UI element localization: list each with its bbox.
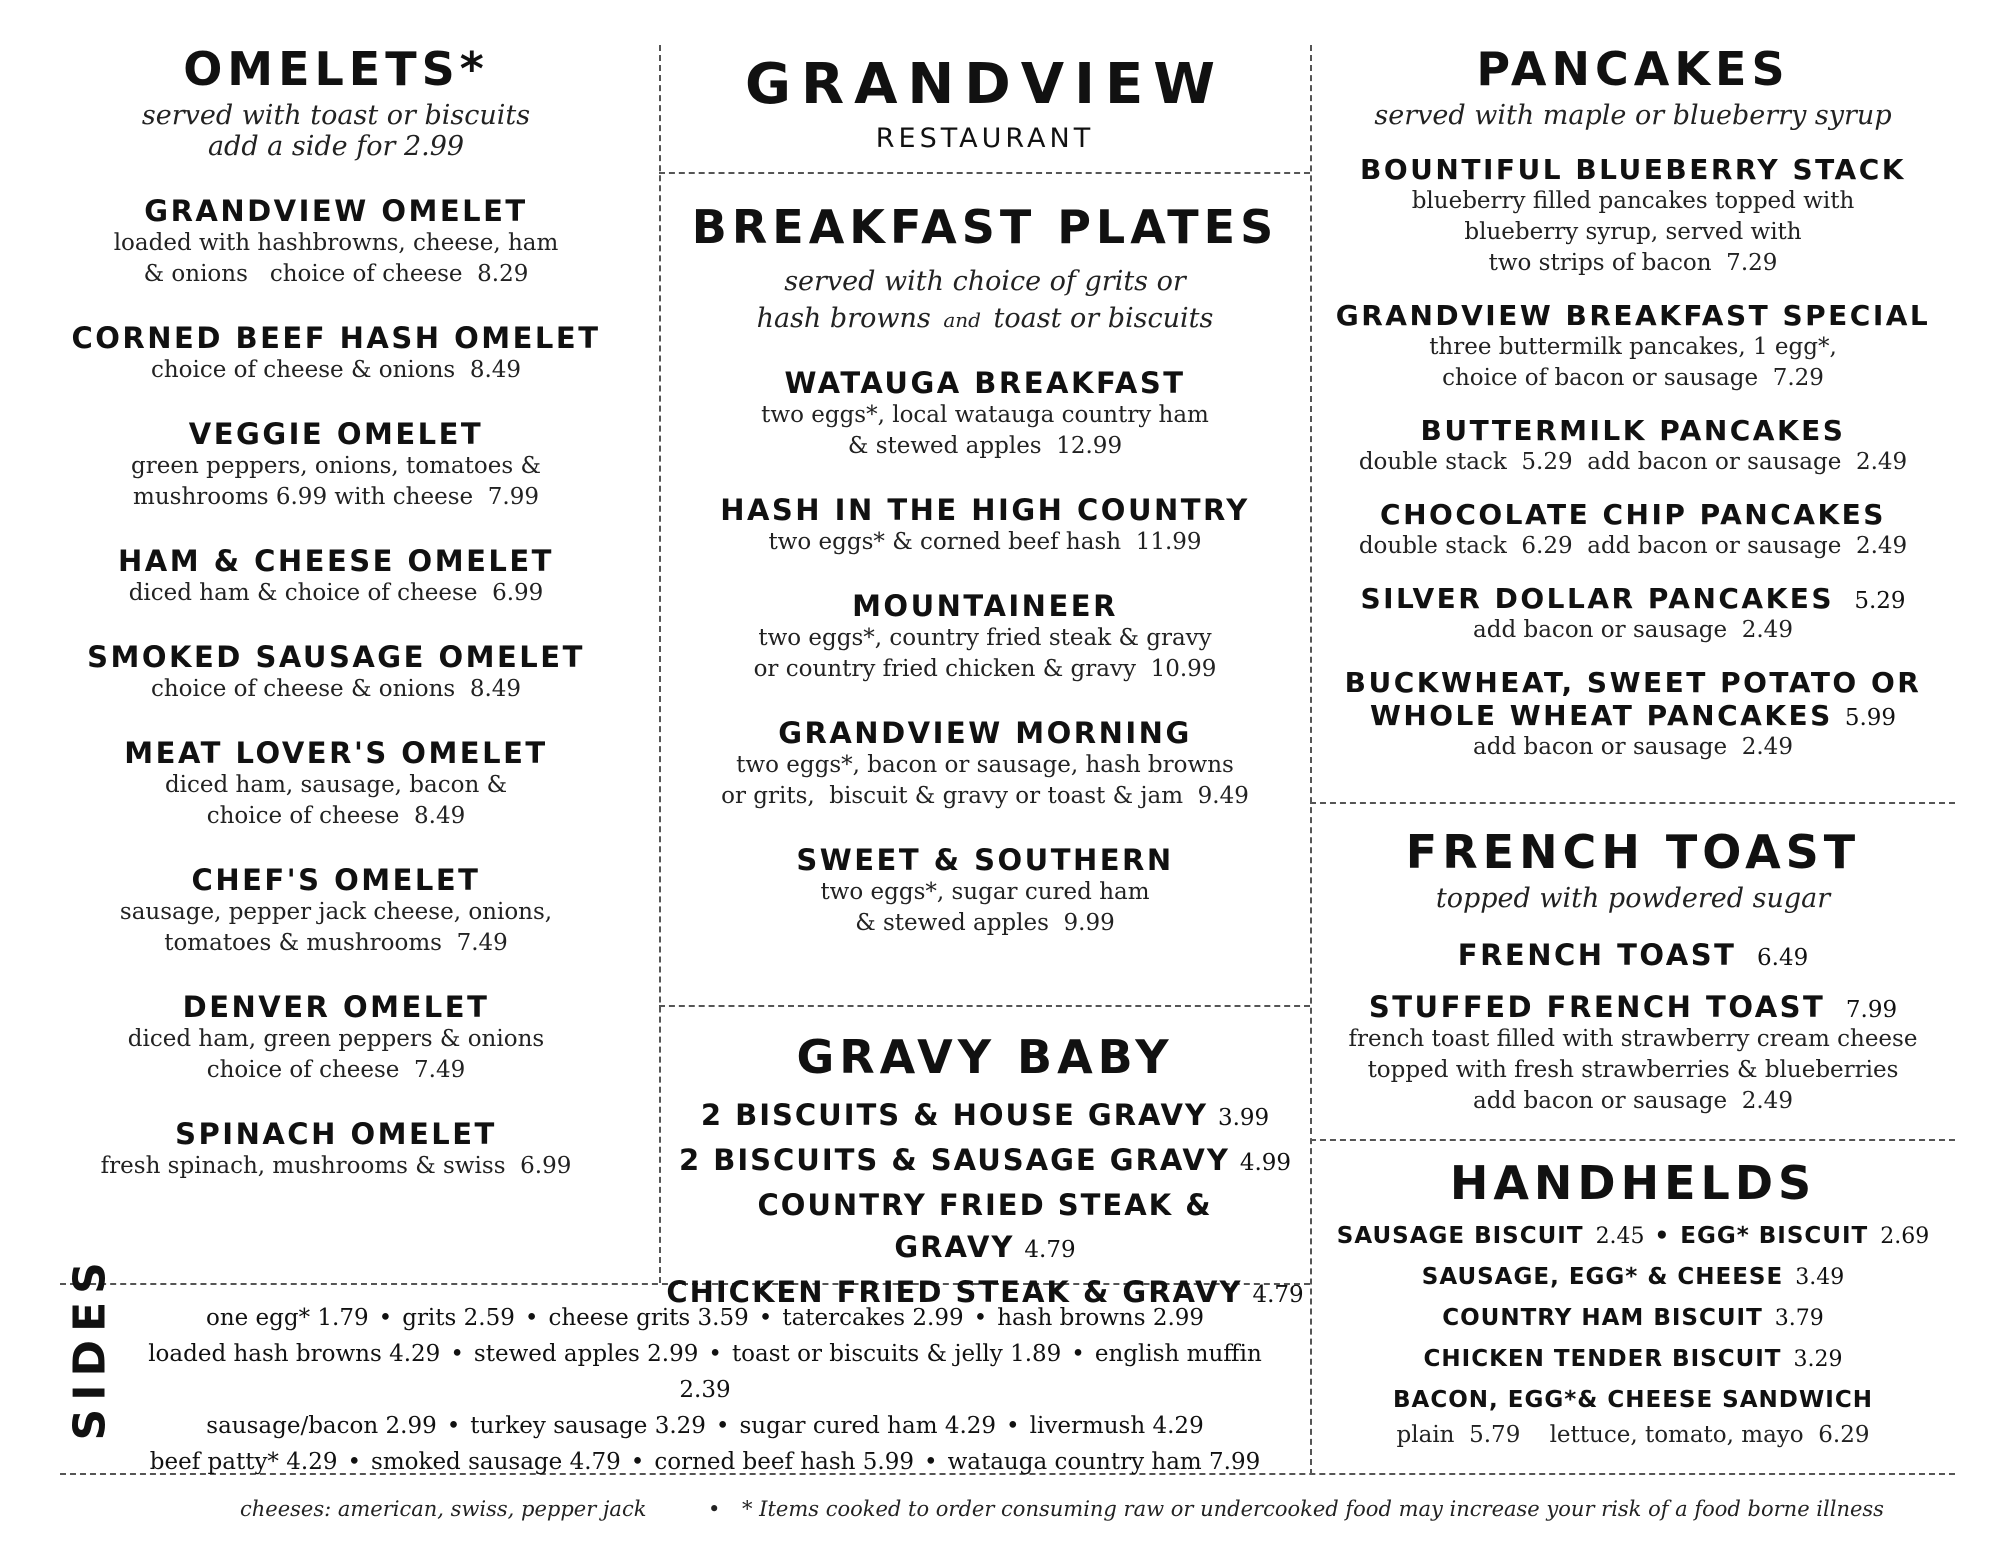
handheld-name: SAUSAGE BISCUIT [1336,1223,1584,1249]
sides-bullet: • [630,1449,645,1475]
gravy-title: GRAVY BABY [796,1030,1174,1084]
handheld-row [1313,1298,1953,1339]
pancakes-subtitle: served with maple or blueberry syrup [1374,100,1892,131]
sides-bullet: • [524,1305,539,1331]
sides-bullet: • [378,1305,393,1331]
side-item: smoked sausage 4.79 [371,1449,621,1475]
sides-title: SIDES [64,1254,116,1441]
menu-item-title: MEAT LOVER'S OMELET [124,736,548,770]
menu-item-price: 5.99 [1844,705,1897,731]
gravy-item-price: 4.79 [1024,1237,1076,1263]
menu-item [60,863,612,959]
side-item: toast or biscuits & jelly 1.89 [731,1341,1062,1367]
menu-item-title: DENVER OMELET [182,990,490,1024]
menu-item-description: add bacon or sausage 2.49 [1473,734,1793,760]
menu-item-description: blueberry syrup, served with [1464,219,1802,245]
divider-french [1310,802,1955,804]
menu-item [1313,498,1953,562]
breakfast-list [662,366,1308,939]
gravy-item-price: 4.99 [1239,1150,1292,1176]
side-item: hash browns 2.99 [997,1305,1205,1331]
side-item: cheese grits 3.59 [548,1305,749,1331]
gravy-list [662,1094,1308,1316]
menu-item-description: two eggs*, sugar cured ham [820,879,1150,905]
french-section [1313,825,1953,1117]
menu-item-name [60,194,612,228]
divider-handhelds [1310,1139,1955,1141]
sides-bullet: • [758,1305,773,1331]
menu-item [60,544,612,609]
sides-row [120,1300,1290,1336]
menu-item-price: 5.29 [1854,588,1906,614]
gravy-section [662,1030,1308,1316]
handheld-price: 3.79 [1774,1306,1824,1331]
handheld-price: 3.29 [1793,1347,1843,1372]
menu-item [662,366,1308,462]
sides-bullet: • [1006,1413,1020,1439]
divider-left [659,45,661,1283]
menu-item-name [60,544,612,578]
handheld-list [1313,1216,1953,1420]
pancakes-title: PANCAKES [1476,42,1790,96]
menu-item-title: BUTTERMILK PANCAKES [1420,414,1846,447]
menu-item-description: fresh spinach, mushrooms & swiss 6.99 [100,1153,572,1179]
divider-right [1310,45,1312,1475]
divider-gravy [659,1005,1310,1007]
menu-item-name [1313,990,1953,1024]
restaurant-logo-sub: RESTAURANT [875,123,1095,154]
sides-bullet: • [450,1341,464,1367]
handheld-row [1313,1380,1953,1420]
and-script: and [943,308,981,332]
handheld-row [1313,1339,1953,1380]
menu-item-name [1313,299,1953,332]
gravy-item-price: 3.99 [1217,1105,1270,1131]
menu-item [1313,990,1953,1117]
menu-item-title: STUFFED FRENCH TOAST [1368,990,1826,1024]
menu-item-title: CHEF'S OMELET [191,863,481,897]
menu-item-name [662,493,1308,527]
side-item: beef patty* 4.29 [149,1449,338,1475]
menu-item-name [60,736,612,770]
handheld-row [1313,1257,1953,1298]
menu-item-description: three buttermilk pancakes, 1 egg*, [1429,334,1837,360]
menu-item-description: blueberry filled pancakes topped with [1411,188,1855,214]
menu-item-price: 6.49 [1757,945,1809,971]
menu-item-description: or grits, biscuit & gravy or toast & jam 9.49 [721,783,1249,809]
breakfast-section [662,200,1308,939]
menu-item-name [662,716,1308,750]
side-item: watauga country ham 7.99 [947,1449,1261,1475]
menu-item-description: topped with fresh strawberries & blueberries [1367,1057,1899,1083]
menu-item-name [60,990,612,1024]
menu-item-title: BUCKWHEAT, SWEET POTATO OR [1344,666,1922,699]
menu-item-description: tomatoes & mushrooms 7.49 [164,930,508,956]
menu-item [60,736,612,832]
menu-item-description: & stewed apples 12.99 [847,433,1123,459]
menu-item-description: two eggs*, local watauga country ham [761,402,1209,428]
menu-item-name [662,589,1308,623]
footer-warning: * Items cooked to order consuming raw or undercooked food may increase your risk of a food borne illness [742,1497,1884,1521]
menu-item-description: & onions choice of cheese 8.29 [143,261,529,287]
menu-item-description: choice of cheese & onions 8.49 [150,676,522,702]
breakfast-subtitle-2 [662,303,1308,334]
sides-row [120,1408,1290,1444]
menu-item-title: HASH IN THE HIGH COUNTRY [720,493,1250,527]
menu-item-description: choice of cheese & onions 8.49 [150,357,522,383]
sides-bullet: • [973,1305,988,1331]
menu-item-name [60,417,612,451]
handheld-name: BACON, EGG*& CHEESE SANDWICH [1393,1387,1873,1413]
handheld-name: CHICKEN TENDER BISCUIT [1423,1346,1782,1372]
sides-bullet: • [1071,1341,1085,1367]
breakfast-title: BREAKFAST PLATES [691,200,1279,254]
menu-item [662,493,1308,558]
menu-item-title: GRANDVIEW MORNING [778,716,1192,750]
menu-item-price: 7.99 [1845,997,1898,1023]
sides-bullet: • [347,1449,362,1475]
sides-list [120,1300,1290,1480]
side-item: sugar cured ham 4.29 [739,1413,997,1439]
side-item: tatercakes 2.99 [782,1305,964,1331]
menu-item-name-line2 [1313,699,1953,732]
menu-item-description: choice of bacon or sausage 7.29 [1442,365,1824,391]
menu-item-name [662,843,1308,877]
french-subtitle: topped with powdered sugar [1435,883,1831,914]
menu-item [1313,299,1953,394]
side-item: sausage/bacon 2.99 [206,1413,437,1439]
gravy-item-price: 4.79 [1252,1282,1304,1308]
handheld-row [1313,1216,1953,1257]
menu-item-title: CORNED BEEF HASH OMELET [71,321,601,355]
menu-item-description: mushrooms 6.99 with cheese 7.99 [133,484,539,510]
breakfast-subtitle-1: served with choice of grits or [784,266,1186,297]
pancakes-section [1313,42,1953,763]
side-item: loaded hash browns 4.29 [148,1341,441,1367]
restaurant-logo: GRANDVIEW [745,52,1225,117]
menu-item [1313,414,1953,478]
menu-item [1313,582,1953,646]
menu-item-description: two eggs*, country fried steak & gravy [758,625,1212,651]
menu-item-name [60,1117,612,1151]
sides-bullet: • [715,1413,730,1439]
omelets-subtitle-2: add a side for 2.99 [207,131,465,162]
omelets-section [60,42,612,1182]
menu-item-name [1313,498,1953,531]
side-item: one egg* 1.79 [205,1305,369,1331]
menu-item-title: SMOKED SAUSAGE OMELET [87,640,585,674]
menu-item-title: GRANDVIEW BREAKFAST SPECIAL [1335,299,1931,332]
menu-item [1313,666,1953,763]
sides-bullet: • [708,1341,722,1367]
handheld-name: EGG* BISCUIT [1680,1223,1869,1249]
menu-item-name [1313,414,1953,447]
menu-item-name [1313,938,1953,972]
sides-row [120,1444,1290,1480]
handheld-price: 3.49 [1795,1265,1845,1290]
menu-item [60,990,612,1086]
gravy-item-name: 2 BISCUITS & SAUSAGE GRAVY [678,1143,1230,1177]
menu-item-description: sausage, pepper jack cheese, onions, [119,899,553,925]
menu-item-title: SPINACH OMELET [175,1117,497,1151]
side-item: livermush 4.29 [1029,1413,1204,1439]
menu-item [662,843,1308,939]
menu-item-name [1313,153,1953,186]
menu-item-title: CHOCOLATE CHIP PANCAKES [1380,498,1886,531]
menu-item-description: two strips of bacon 7.29 [1488,250,1778,276]
menu-item-name [60,863,612,897]
menu-item-title: HAM & CHEESE OMELET [118,544,554,578]
handheld-name: COUNTRY HAM BISCUIT [1442,1305,1763,1331]
footer-bullet: • [708,1497,721,1521]
footer-cheeses: cheeses: american, swiss, pepper jack [240,1497,647,1521]
menu-item-description: two eggs* & corned beef hash 11.99 [768,529,1202,555]
menu-item [60,1117,612,1182]
menu-item-name [1313,666,1953,699]
menu-item-name [662,366,1308,400]
handheld-separator: • [1654,1223,1671,1249]
sides-row [120,1336,1290,1408]
menu-item-description: add bacon or sausage 2.49 [1473,617,1793,643]
side-item: grits 2.59 [402,1305,515,1331]
menu-item [60,640,612,705]
menu-item-description: green peppers, onions, tomatoes & [131,453,541,479]
side-item: stewed apples 2.99 [473,1341,699,1367]
menu-item-description: & stewed apples 9.99 [855,910,1115,936]
gravy-item [662,1139,1308,1184]
divider-logo [659,172,1310,174]
gravy-item [662,1184,1308,1271]
menu-item-title: FRENCH TOAST [1457,938,1737,972]
handheld-name: SAUSAGE, EGG* & CHEESE [1421,1264,1784,1290]
handhelds-title: HANDHELDS [1449,1156,1817,1210]
french-title: FRENCH TOAST [1405,825,1861,879]
menu-item [1313,153,1953,279]
menu-item-name [60,640,612,674]
logo-block [662,52,1308,154]
menu-item [60,321,612,386]
sides-bullet: • [446,1413,461,1439]
gravy-item-name: CHICKEN FRIED STEAK & GRAVY [666,1275,1243,1309]
menu-item-title: BOUNTIFUL BLUEBERRY STACK [1360,153,1906,186]
menu-item [60,417,612,513]
menu-item-description: loaded with hashbrowns, cheese, ham [113,230,559,256]
menu-item-description: double stack 5.29 add bacon or sausage 2.49 [1358,449,1908,475]
menu-item [662,716,1308,812]
omelets-subtitle-1: served with toast or biscuits [141,100,531,131]
menu-item-title: SILVER DOLLAR PANCAKES [1360,582,1835,615]
menu-item-description: add bacon or sausage 2.49 [1473,1088,1793,1114]
omelet-list [60,194,612,1182]
gravy-item [662,1094,1308,1139]
menu-item-name [1313,582,1953,615]
handheld-price: 2.69 [1880,1224,1930,1249]
menu-item-description: two eggs*, bacon or sausage, hash browns [736,752,1234,778]
side-item: english muffin 2.39 [679,1341,1262,1403]
side-item: corned beef hash 5.99 [654,1449,914,1475]
menu-item-title: SWEET & SOUTHERN [796,843,1174,877]
menu-item-description: choice of cheese 7.49 [206,1057,466,1083]
menu-item-description: or country fried chicken & gravy 10.99 [753,656,1217,682]
menu-item-description: double stack 6.29 add bacon or sausage 2.49 [1358,533,1908,559]
menu-item-description: diced ham & choice of cheese 6.99 [128,580,544,606]
menu-item-title: WATAUGA BREAKFAST [784,366,1186,400]
menu-item-title-2: WHOLE WHEAT PANCAKES [1369,699,1833,732]
omelets-title: OMELETS* [183,42,489,96]
menu-item-description: diced ham, sausage, bacon & [164,772,508,798]
gravy-item-name: 2 BISCUITS & HOUSE GRAVY [700,1098,1208,1132]
menu-item-description: choice of cheese 8.49 [206,803,466,829]
sides-bullet: • [924,1449,938,1475]
breakfast-subtitle-2b: toast or biscuits [993,303,1214,334]
gravy-item-name: COUNTRY FRIED STEAK & GRAVY [757,1188,1213,1264]
menu-item [1313,938,1953,972]
pancake-list [1313,153,1953,763]
handheld-price: 2.45 [1595,1224,1645,1249]
side-item: turkey sausage 3.29 [470,1413,706,1439]
french-list [1313,938,1953,1117]
menu-item-description: french toast filled with strawberry cream cheese [1348,1026,1918,1052]
menu-item [662,589,1308,685]
menu-item-title: VEGGIE OMELET [188,417,484,451]
menu-item-description: diced ham, green peppers & onions [127,1026,545,1052]
breakfast-subtitle-2a: hash browns [756,303,931,334]
menu-item-name [60,321,612,355]
menu-item-title: GRANDVIEW OMELET [144,194,528,228]
handhelds-section [1313,1156,1953,1451]
menu-item-title: MOUNTAINEER [852,589,1118,623]
handheld-last-line: plain 5.79 lettuce, tomato, mayo 6.29 [1396,1422,1870,1448]
menu-item [60,194,612,290]
